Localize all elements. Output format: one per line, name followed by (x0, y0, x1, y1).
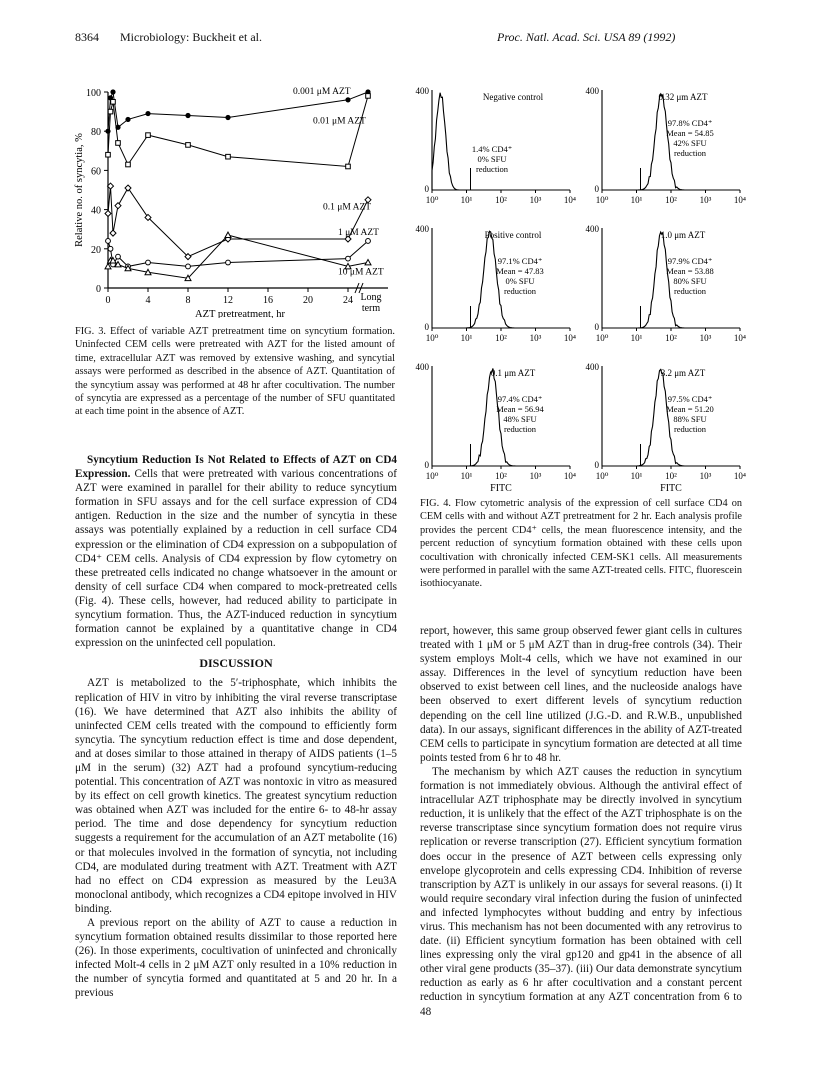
data-point (366, 239, 371, 244)
series-label: 0.1 μM AZT (323, 202, 372, 213)
x-tick-label: 12 (223, 295, 233, 306)
data-point (105, 263, 111, 268)
histogram-curve (432, 231, 570, 328)
right-paragraph-1: report, however, this same group observed fewer giant cells in cultures treated with 1 μM or 5 μM AZT than in drug-free controls (34). Their system employs Molt-4 cells, which we have not examined in our assay. Differences in the level of syncytium reduction have been observed to exist between cell lines, and the nucleoside analogs have been observed to exert different levels of syncytium reduction depending on the cell line utilized (J.G.-D. and R.W.B., unpublished data). In our assays, significant differences in the ability of AZT-treated CEM cells to participate in syncytium formation are detected at all time points tested from 6 hr to 48 hr. (420, 625, 742, 764)
y-tick-label: 0 (96, 284, 101, 295)
y-tick-label: 0 (594, 184, 599, 194)
data-point (146, 260, 151, 265)
series-line (108, 96, 368, 167)
x-tick-label: 10⁴ (563, 471, 577, 481)
histogram-curve (432, 368, 570, 466)
panel-title: 0.1 μm AZT (490, 368, 536, 378)
panel-annotation: 48% SFU (503, 414, 537, 424)
series-label: 10 μM AZT (338, 267, 384, 278)
y-axis-label: Relative no. of syncytia, % (74, 133, 85, 247)
panel-annotation: 0% SFU (505, 276, 535, 286)
panel-annotation: 0% SFU (477, 154, 507, 164)
data-point (108, 109, 113, 114)
panel-title: 0.32 μm AZT (658, 92, 708, 102)
data-point (108, 246, 113, 251)
x-tick-label: 10¹ (460, 195, 473, 205)
data-point (226, 260, 231, 265)
data-point (226, 154, 231, 159)
x-tick-label: 10³ (699, 471, 712, 481)
x-tick-label: 10² (495, 195, 507, 205)
y-tick-label: 0 (424, 322, 429, 332)
x-axis-label: FITC (660, 483, 682, 494)
data-point (106, 152, 111, 157)
y-tick-label: 0 (424, 460, 429, 470)
panel-annotation: Mean = 54.85 (666, 128, 714, 138)
panel-title: Positive control (484, 230, 542, 240)
x-tick-label: 10¹ (630, 333, 643, 343)
x-tick-label: 10⁰ (595, 471, 609, 481)
panel-annotation: 97.5% CD4⁺ (667, 394, 713, 404)
data-point (105, 211, 111, 217)
right-column (420, 624, 742, 1019)
panel-title: Negative control (482, 92, 544, 102)
x-tick-label: 10⁰ (425, 195, 439, 205)
histogram-curve (602, 94, 740, 190)
panel-annotation: 88% SFU (673, 414, 707, 424)
y-tick-label: 40 (91, 205, 101, 217)
y-tick-label: 0 (594, 460, 599, 470)
section-body: Cells that were pretreated with various concentrations of AZT were examined in parallel for their ability to reduce syncytium formation in SFU assays and for the cell surface expression of CD4 antigen. Reduction in the size and the number of syncytia in these assays was potentially explained by a reduction in cell surface CD4 expression or the elimination of CD4 expression on a subpopulation of CD4⁺ CEM cells. Analysis of CD4 expression by flow cytometry on these pretreated cells indicated no change whatsoever in the amount or density of cell surface CD4 when compared to mock-pretreated cells (Fig. 4). These cells, however, had reduced ability to participate in syncytium formation. Thus, the AZT-induced reduction in syncytium formation cannot be explained by a quantitative change in CD4 expression on the uninfected cell population. (75, 468, 397, 650)
data-point (115, 203, 121, 209)
panel-annotation: 97.4% CD4⁺ (497, 394, 543, 404)
x-tick-label: 10⁴ (733, 195, 747, 205)
data-point (186, 264, 191, 269)
y-tick-label: 400 (585, 362, 599, 372)
right-paragraph-2: The mechanism by which AZT causes the reduction in syncytium formation is not immediately obvious. Although the antiviral effect of intracellular AZT triphosphate may be directly involved in syncytium reduction, it is unlikely that the effect of the AZT triphosphate is on the reverse transcriptase since syncytium formation does not require virus replication or reverse transcription (27). Efficient syncytium formation does occur in the presence of AZT between cells expressing only envelope glycoprotein and cells expressing CD4. Inhibition of reverse transcription by AZT is unlikely in our assays for several reasons. (i) It would require secondary viral infection during the fusion of uninfected and infected lymphocytes without budding and entry by infectious virus. This mechanism has not been documented with any retrovirus to date. (ii) Efficient syncytium formation has been obtained with cell lines expressing only the viral gp120 and gp41 in the absence of all other viral gene products (35–37). (iii) Our data demonstrate syncytium reduction as early as 6 hr after cocultivation and a constant percent reduction in syncytium formation at any AZT concentration from 6 to 48 (420, 765, 742, 1018)
x-tick-label: 10³ (529, 333, 542, 343)
panel-annotation: Mean = 51.20 (666, 404, 714, 414)
x-tick-label: 10² (495, 471, 507, 481)
panel-annotation: 80% SFU (673, 276, 707, 286)
x-tick-label: 10² (665, 333, 677, 343)
x-tick-label: 24 (343, 295, 353, 306)
data-point (110, 89, 115, 94)
figure-4-chart (412, 80, 752, 500)
x-tick-label: 0 (105, 295, 111, 306)
discussion-paragraph-1: AZT is metabolized to the 5′-triphosphate, which inhibits the replication of HIV in vitro by inhibiting the viral reverse transcriptase (16). We have determined that AZT also inhibits the ability of uninfected CEM cells treated with the compound to efficiently form syncytia. The syncytium reduction effect is time and dose dependent, and at doses similar to those attained in therapy of AIDS patients (1–5 μM in the serum) (32) AZT had a profound syncytium-reducing potential. This concentration of AZT was nontoxic in vitro as measured by its effect on cell growth kinetics. The greatest syncytium reduction was obtained when AZT was included for the entire 6- to 48-hr assay period. The time and dose dependency for syncytium reduction suggests a requirement for the accumulation of an AZT metabolite (16) or that molecules involved in the formation of syncytia, not including CD4, are modulated during treatment with AZT. Treatment with AZT had no effect on CD4 expression as measured by the Leu3A monoclonal antibody, which recognizes a CD4 epitope involved in HIV binding. (75, 677, 397, 915)
histogram-curve (602, 369, 740, 466)
y-tick-label: 100 (86, 88, 101, 99)
data-point (116, 254, 121, 259)
y-tick-label: 400 (585, 224, 599, 234)
x-tick-label: 4 (145, 295, 151, 306)
x-tick-label: 10¹ (460, 333, 473, 343)
panel-annotation: Mean = 47.83 (496, 266, 544, 276)
data-point (346, 256, 351, 261)
x-tick-label: 10⁴ (733, 333, 747, 343)
panel-annotation: 1.4% CD4⁺ (471, 144, 513, 154)
data-point (365, 260, 371, 265)
data-point (225, 115, 230, 120)
discussion-paragraph-2: A previous report on the ability of AZT to cause a reduction in syncytium formation obtained results dissimilar to those reported here (26). In those experiments, cocultivation of uninfected and chronically infected Molt-4 cells in 2 μM AZT only resulted in a 10% reduction in the number of syncytia formed and quantitated at 5 and 20 hr. In a previous (75, 917, 397, 1000)
x-tick-label: 10³ (699, 195, 712, 205)
data-point (186, 143, 191, 148)
panel-annotation: reduction (475, 164, 509, 174)
figure-3-chart (70, 78, 400, 318)
x-tick-label: 10² (665, 471, 677, 481)
x-tick-label: 10⁰ (425, 333, 439, 343)
y-tick-label: 400 (415, 362, 429, 372)
x-tick-label: term (361, 303, 381, 314)
panel-annotation: reduction (673, 286, 707, 296)
y-tick-label: 0 (424, 184, 429, 194)
x-tick-label: 10² (665, 195, 677, 205)
x-axis-label: FITC (490, 483, 512, 494)
data-point (125, 117, 130, 122)
y-tick-label: 80 (91, 127, 101, 139)
data-point (111, 100, 116, 105)
panel-annotation: 97.1% CD4⁺ (497, 256, 543, 266)
x-tick-label: 10² (495, 333, 507, 343)
data-point (106, 239, 111, 244)
y-tick-label: 400 (585, 86, 599, 96)
data-point (346, 164, 351, 169)
histogram-curve (602, 232, 740, 328)
panel-annotation: reduction (673, 424, 707, 434)
running-head-right: Proc. Natl. Acad. Sci. USA 89 (1992) (497, 30, 676, 44)
left-column (75, 453, 397, 1001)
data-point (110, 230, 116, 236)
panel-annotation: Mean = 53.88 (666, 266, 714, 276)
panel-title: 1.0 μm AZT (660, 230, 706, 240)
x-tick-label: 10³ (529, 195, 542, 205)
x-tick-label: 10⁴ (733, 471, 747, 481)
data-point (145, 111, 150, 116)
x-tick-label: 10¹ (630, 471, 643, 481)
y-tick-label: 400 (415, 86, 429, 96)
section-title: Syncytium Reduction Is Not Related to Effects of AZT on CD4 Expression. (75, 454, 397, 481)
panel-annotation: 97.8% CD4⁺ (667, 118, 713, 128)
data-point (146, 133, 151, 138)
y-tick-label: 20 (91, 244, 101, 256)
x-tick-label: 10¹ (460, 471, 473, 481)
x-tick-label: 10¹ (630, 195, 643, 205)
x-tick-label: 10³ (699, 333, 712, 343)
data-point (125, 185, 131, 191)
data-point (225, 232, 231, 237)
panel-annotation: Mean = 56.94 (496, 404, 544, 414)
x-axis-label: AZT pretreatment, hr (195, 309, 285, 318)
figure-4-caption: FIG. 4. Flow cytometric analysis of the expression of cell surface CD4 on CEM cells with and without AZT pretreatment for 2 hr. Each analysis profile provides the percent CD4⁺ cells, the mean fluorescence intensity, and the percent reduction of syncytium formation obtained with these cells upon cocultivation with chronically infected CEM-SK1 cells. All measurements were performed in parallel with the same AZT-treated cells. FITC, fluorescein isothiocyanate. (420, 498, 742, 590)
series-label: 0.001 μM AZT (293, 86, 351, 97)
data-point (366, 94, 371, 99)
page-number: 8364 (75, 30, 99, 44)
data-point (126, 162, 131, 167)
panel-title: 3.2 μm AZT (660, 368, 706, 378)
x-tick-label: 10³ (529, 471, 542, 481)
panel-annotation: reduction (673, 148, 707, 158)
x-tick-label: 16 (263, 295, 273, 306)
figure-3-caption: FIG. 3. Effect of variable AZT pretreatment time on syncytium formation. Uninfected CEM cells were pretreated with AZT for the listed amount of time, extracellular AZT was removed by extensive washing, and syncytial assays were performed as described in the absence of AZT. Quantitation of the syncytium assay was performed at 48 hr after cocultivation. The number of syncytia are expressed as a percentage of the number of SFU quantitated at each time point in the absence of AZT. (75, 326, 395, 418)
panel-annotation: 42% SFU (673, 138, 707, 148)
x-tick-label: 10⁰ (595, 333, 609, 343)
panel-annotation: reduction (503, 286, 537, 296)
panel-annotation: reduction (503, 424, 537, 434)
y-tick-label: 60 (91, 166, 101, 178)
discussion-heading: DISCUSSION (199, 656, 273, 671)
x-tick-label: 20 (303, 295, 313, 306)
series-label: 0.01 μM AZT (313, 116, 366, 127)
running-head-left: Microbiology: Buckheit et al. (120, 30, 262, 44)
histogram-curve (432, 93, 570, 190)
x-tick-label: 10⁴ (563, 333, 577, 343)
y-tick-label: 0 (594, 322, 599, 332)
series-label: 1 μM AZT (338, 228, 379, 239)
x-tick-label: 10⁴ (563, 195, 577, 205)
series-line (108, 186, 368, 257)
panel-annotation: 97.9% CD4⁺ (667, 256, 713, 266)
y-tick-label: 400 (415, 224, 429, 234)
data-point (345, 97, 350, 102)
x-tick-label: Long (360, 292, 382, 303)
x-tick-label: 10⁰ (425, 471, 439, 481)
x-tick-label: 10⁰ (595, 195, 609, 205)
data-point (116, 141, 121, 146)
x-tick-label: 8 (185, 295, 191, 306)
data-point (185, 113, 190, 118)
